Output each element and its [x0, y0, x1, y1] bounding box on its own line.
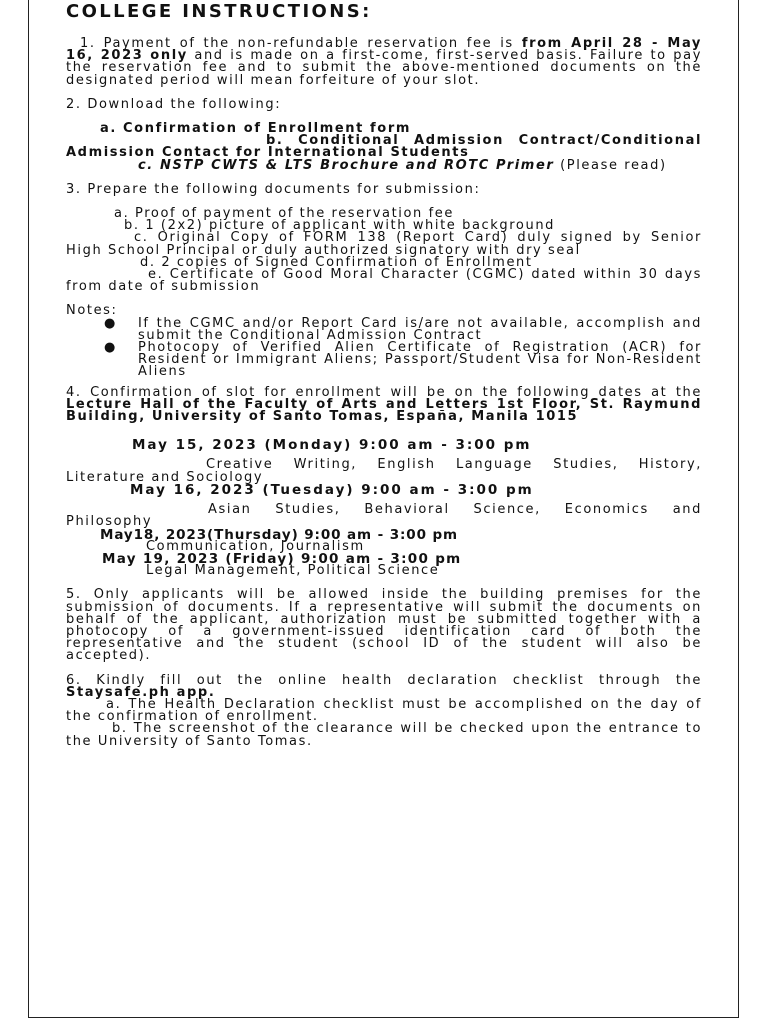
note-text: If the CGMC and/or Report Card is/are not available, accomplish and submit the Conditional Admission Contract [138, 315, 702, 343]
health-item-b: b. The screenshot of the clearance will be checked upon the entrance to the University of Santo Tomas. [66, 721, 702, 749]
download-item-c-title: c. NSTP CWTS & LTS Brochure and ROTC Primer [138, 157, 555, 173]
bullet-icon: ● [104, 340, 117, 356]
prepare-item-b: b. 1 (2x2) picture of applicant with white background [124, 218, 556, 234]
schedule-programs: Asian Studies, Behavioral Science, Economics and Philosophy [66, 502, 702, 530]
page-title: COLLEGE INSTRUCTIONS: [66, 1, 372, 22]
venue: Lecture Hall of the Faculty of Arts and Letters 1st Floor, St. Raymund Building, University of Santo Tomas, España, Manila 1015 [66, 396, 702, 425]
instruction-6 [66, 672, 702, 700]
download-item-b: b. Conditional Admission Contract/Conditional Admission Contact for International Students [66, 133, 702, 161]
instruction-4-pre: 4. Confirmation of slot for enrollment will be on the following dates at the [66, 384, 702, 400]
note-text: Photocopy of Verified Alien Certificate of Registration (ACR) for Resident or Immigrant Aliens; Passport/Student Visa for Non-Resident Aliens [138, 340, 702, 380]
prepare-item-d: d. 2 copies of Signed Confirmation of Enrollment [140, 254, 533, 270]
prepare-item-a: a. Proof of payment of the reservation fee [114, 206, 454, 222]
instruction-1-dates: from April 28 - May 16, 2023 only [66, 36, 702, 64]
instruction-1 [66, 38, 702, 87]
schedule-date: May18, 2023(Thursday) 9:00 am - 3:00 pm [100, 526, 459, 543]
note-item [102, 342, 702, 379]
schedule-programs: Communication, Journalism [146, 538, 365, 554]
instruction-1-post: and is made on a first-come, first-served basis. Failure to pay the reservation fee and to submit the above-mentioned documents on the designated period will mean forfeiture of your slot. [66, 48, 702, 88]
instruction-6-pre: 6. Kindly fill out the online health declaration checklist through the [66, 672, 702, 688]
instruction-3-intro: 3. Prepare the following documents for submission: [66, 181, 481, 197]
instruction-2-intro: 2. Download the following: [66, 96, 282, 112]
schedule-programs: Creative Writing, English Language Studies, History, Literature and Sociology [66, 457, 702, 485]
bullet-icon: ● [104, 315, 117, 331]
notes-list [66, 315, 702, 380]
download-item-c [66, 157, 702, 173]
instruction-5: 5. Only applicants will be allowed inside the building premises for the submission of documents. If a representative will submit the documents on behalf of the applicant, authorization must be submitted together with a photocopy of a government-issued identification card of both the representative and the student (school ID of the student will also be accepted). [66, 587, 702, 664]
download-item-c-note: (Please read) [554, 157, 667, 173]
health-item-a: a. The Health Declaration checklist must be accomplished on the day of the confirmation of enrollment. [66, 696, 702, 725]
note-item [102, 315, 702, 343]
schedule-programs: Legal Management, Political Science [146, 563, 440, 579]
instruction-1-pre: 1. Payment of the non-refundable reservation fee is [80, 36, 522, 51]
instruction-4 [66, 384, 702, 425]
download-item-a: a. Confirmation of Enrollment form [100, 121, 411, 137]
app-name: Staysafe.ph app. [66, 684, 216, 700]
schedule-date: May 19, 2023 (Friday) 9:00 am - 3:00 pm [102, 550, 462, 567]
schedule-date: May 16, 2023 (Tuesday) 9:00 am - 3:00 pm [130, 481, 534, 498]
prepare-item-c: c. Original Copy of FORM 138 (Report Card) duly signed by Senior High School Principal or duly authorized signatory with dry seal [66, 230, 702, 258]
notes-label: Notes: [66, 303, 118, 319]
prepare-item-e: e. Certificate of Good Moral Character (CGMC) dated within 30 days from date of submission [66, 267, 702, 295]
document-body [66, 2, 702, 748]
schedule-date: May 15, 2023 (Monday) 9:00 am - 3:00 pm [132, 437, 532, 454]
